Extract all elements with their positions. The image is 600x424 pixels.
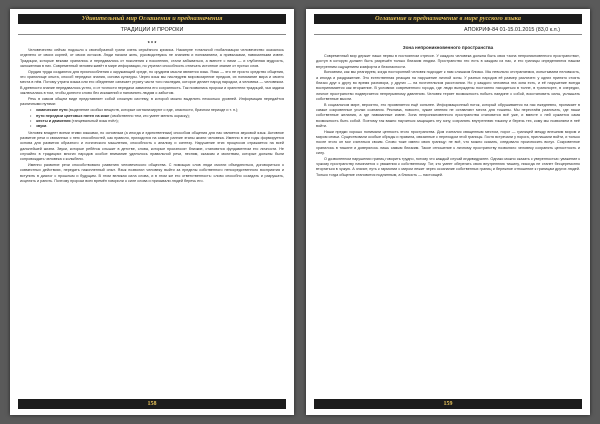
right-page	[306, 9, 590, 415]
paragraph: Человечество сейчас подошло к своеобразной грани очень серьёзного кризиса. Накануне тотальной глобализации человечество оказалось отделено от своих корней, от своих истоков. Люди начали жить, руководствуясь не знанием и пониманием, а привычками, навязанными извне. Традиции, которые веками хранились и передавались от поколения к поколению, стали забываться, а вместе с ними — и глубинная мудрость, заложенная в них. Современный человек живёт в мире информации, но утратил способность отличать истинное знание от пустых слов.	[20, 48, 284, 69]
info-paths-list	[30, 108, 284, 129]
paragraph: Речь в самом общем виде представляет собой сложную систему, в которой можно выделить несколько уровней. Информация передаётся различными путями:	[20, 96, 284, 107]
left-page-content	[20, 39, 284, 393]
list-item-term: жесты и движения	[36, 119, 71, 124]
list-item-text: (танцевальный язык пчёл);	[70, 119, 119, 124]
section-title: Зона непроникновенного пространства	[402, 45, 494, 50]
paragraph: Вспомним, как мы реагируем, когда посторонний человек подходит к нам слишком близко. Мы невольно отстраняемся, испытываем неловкость, а иногда и раздражение. Это естественная реакция на нарушение личной зоны. У разных народов её размер различен: у одних принято стоять близко друг к другу во время разговора, у других — на почтительном расстоянии. Но у каждого человека эта зона есть, и её нарушение всегда воспринимается как вторжение. В условиях современного города, где люди вынуждены постоянно находиться в толпе, в транспорте, в очередях, личное пространство подвергается непрерывному давлению. Человек теряет возможность побыть наедине с собой, восстановить силы, услышать собственные мысли.	[316, 70, 580, 102]
paragraph: Современный мир держит наши нервы в постоянном стрессе. У каждого человека должна быть своя «зона непроникновенного пространства», доступ в которую должен быть разрешён только близким людям. Пространство это есть в каждом из нас, и его границы определяются нашим внутренним ощущением комфорта и безопасности.	[316, 54, 580, 69]
paragraph: Наши предки хорошо понимали ценность этого пространства. Дом считался священным местом, порог — границей между внешним миром и миром семьи. Существовали особые обряды и правила, связанные с переходом этой границы. Гостя встречали у порога, приглашали войти, и только после этого он мог считаться своим. Слово тоже имело свою границу: не всё, что можно сказать, следовало произносить вслух. Сокровенное хранилось в тишине и доверялось лишь самым близким. Такое отношение к личному пространству позволяло человеку сохранять целостность и силу.	[316, 129, 580, 156]
list-item-text: (свойственно тем, кто умеет менять окраску);	[109, 113, 190, 118]
list-item-term: пути передачи цветовых пятен на коже	[36, 113, 110, 118]
paragraph: В социальном мире, вероятно, это проявляется ещё сильнее. Информационный поток, который обрушивается на нас ежедневно, проникает в самые сокровенные уголки сознания. Реклама, новости, чужие мнения не оставляют места для тишины. Мы перестаём различать, где наши собственные желания, а где навязанные извне. Зона непроникновенного пространства становится всё уже, и вместе с ней сужается сама возможность быть собой. Поэтому так важно научиться защищать эту зону, сохранять внутреннюю тишину и беречь тех, кому мы позволяем в неё войти.	[316, 102, 580, 129]
paragraph: Человек владеет всеми этими языками, но основным (а иногда и единственным) способом общения для нас является звуковой язык. Активное развитие речи и связанных с нею способностей, как правило, приходится на самые ранние этапы жизни человека. Именно в эти годы формируется основа для развития образного и логического мышления, способность к анализу и синтезу. Нарушение этих процессов отражается на всей дальнейшей жизни. Звуки, которые ребёнок слышит в детстве, слова, которые произносят близкие, становятся фундаментом его личности. Не случайно в традициях многих народов особое внимание уделялось правильной речи, песням, сказкам и молитвам, которые должны были сопровождать человека с колыбели.	[20, 130, 284, 162]
list-item-text: (выделение особых веществ, которые сигнализируют о еде, опасности, брачном периоде и т. п.);	[67, 108, 239, 113]
left-header-band: Удивительный мир Оглашения и предназначения	[18, 14, 286, 24]
right-page-content	[316, 39, 580, 393]
list-item-text: .	[46, 124, 48, 129]
paragraph: О дозволенном нарушении границ говорить трудно, потому что каждый случай индивидуален. Однако можно сказать с уверенностью: уважение к чужому пространству начинается с уважения к собственному. Тот, кто умеет оберегать свою внутреннюю тишину, никогда не станет бесцеремонно вторгаться в чужую. А значит, путь к гармонии с миром лежит через осознание собственных границ и бережное отношение к границам других людей. Только тогда общение становится подлинным, а близость — настоящей.	[316, 156, 580, 177]
paragraph: Орудия труда создаются для приспособления к окружающей среде, но орудием мысли является язык. Язык — это не просто средство общения, это хранилище опыта, способ передачи знания, основа культуры. Через язык мы наследуем мировоззрение предков, их понимание мира и своего места в нём. Потому утрата языка или его обеднение означает утрату части того наследия, которое делает народ народом, а человека — человеком. В древности знание передавалось устно, и от точности передачи зависела его сохранность. Так появились пророки и хранители традиций, чья задача заключалась в том, чтобы донести слово без искажений и напомнить людям о забытом.	[20, 69, 284, 96]
list-item-term: звуки	[36, 124, 47, 129]
separator: * * *	[147, 41, 157, 47]
left-page	[10, 9, 294, 415]
list-item-term: химические пути	[36, 108, 68, 113]
left-page-number: 158	[18, 399, 286, 409]
right-section-label: АПОКРИФ-84 01-15.01.2015 (83,0 к.л.)	[314, 26, 582, 35]
right-page-number: 159	[314, 399, 582, 409]
list-item	[30, 124, 284, 129]
right-header-band: Оглашение и предназначение в мире русского языка	[314, 14, 582, 24]
paragraph: Именно развитие речи способствовало развитию человеческого общества. С помощью слов люди смогли объединиться, договориться о совместных действиях, передать накопленный опыт. Язык позволил человеку выйти за пределы собственного непосредственного восприятия и вступить в диалог с прошлым и будущим. В этом великая сила слова, и в этом же его ответственность: слово способно созидать и разрушать, исцелять и ранить. Поэтому пророки всех времён говорили о силе слова и призывали людей беречь его.	[20, 163, 284, 184]
left-section-label: ТРАДИЦИИ И ПРОРОКИ	[18, 26, 286, 35]
